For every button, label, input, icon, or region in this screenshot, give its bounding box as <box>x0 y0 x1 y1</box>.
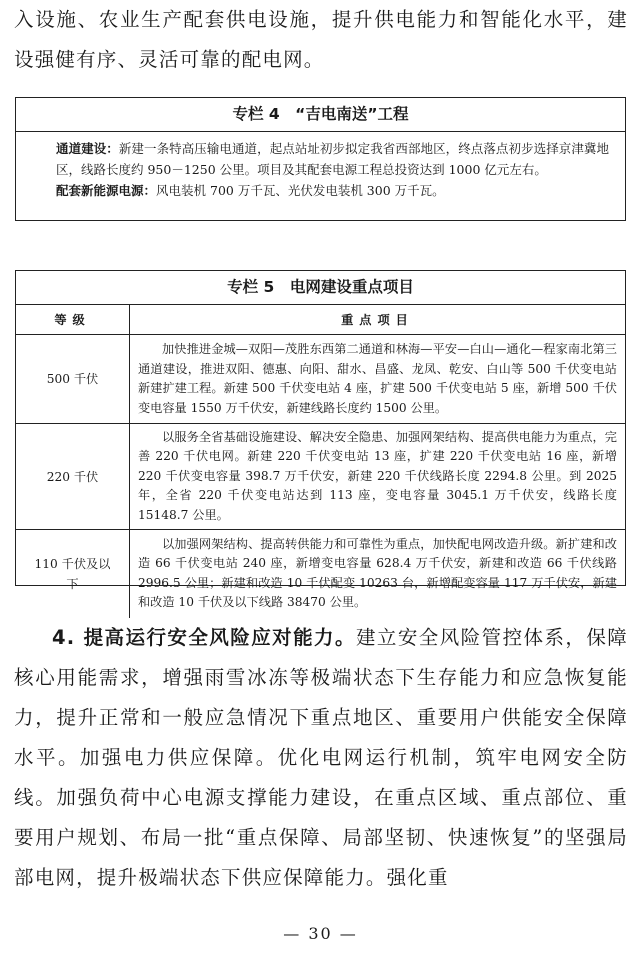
box-column-4 <box>15 97 626 221</box>
box-column-5 <box>15 270 626 610</box>
box4-channel <box>32 138 609 180</box>
table-row <box>16 530 625 618</box>
row-level: 500 千伏 <box>16 335 130 424</box>
channel-label: 通道建设： <box>56 141 119 156</box>
table-row <box>16 424 625 530</box>
box4-energy <box>32 180 609 201</box>
projects-table <box>16 304 625 618</box>
section-4-heading: 4. 提高运行安全风险应对能力。 <box>52 626 356 649</box>
header-project: 重点项目 <box>130 305 626 335</box>
box4-title: 专栏 4 “吉电南送”工程 <box>16 98 625 132</box>
row-level: 110 千伏及以下 <box>16 530 130 618</box>
section-4-paragraph <box>14 618 628 898</box>
box4-body <box>16 132 625 201</box>
intro-paragraph: 入设施、农业生产配套供电设施，提升供电能力和智能化水平，建设强健有序、灵活可靠的配电网。 <box>14 8 628 71</box>
page-number: — 30 — <box>283 924 358 943</box>
table-header-row <box>16 305 625 335</box>
box5-title: 专栏 5 电网建设重点项目 <box>227 278 414 296</box>
channel-text: 新建一条特高压输电通道，起点站址初步拟定我省西部地区，终点落点初步选择京津冀地区，线路长度约 950－1250 公里。项目及其配套电源工程总投资达到 1000 亿元左右。 <box>56 141 609 177</box>
energy-text: 风电装机 700 万千瓦、光伏发电装机 300 万千瓦。 <box>156 183 445 198</box>
header-level: 等级 <box>16 305 130 335</box>
energy-label: 配套新能源电源： <box>56 183 157 198</box>
row-text: 加快推进金城—双阳—茂胜东西第二通道和林海—平安—白山—通化—程家南北第三通道建设，推进双阳、德惠、向阳、甜水、昌盛、龙凤、乾安、白山等 500 千伏变电站新建扩建工程。新建 500 千伏变电站 4 座，扩建 500 千伏变电站 5 座，新增 500 千伏变电容量 1550 万千伏安，新建线路长度约 1500 公里。 <box>130 335 626 424</box>
row-text: 以加强网架结构、提高转供能力和可靠性为重点，加快配电网改造升级。新扩建和改造 66 千伏变电站 240 座，新增变电容量 628.4 万千伏安，新建和改造 66 千伏线路 2996.5 公里；新建和改造 10 千伏配变 10263 台，新增配变容量 117 万千伏安，新建和改造 10 千伏及以下线路 38470 公里。 <box>130 530 626 618</box>
section-4-body: 建立安全风险管控体系，保障核心用能需求，增强雨雪冰冻等极端状态下生存能力和应急恢复能力，提升正常和一般应急情况下重点地区、重要用户供能安全保障水平。加强电力供应保障。优化电网运行机制，筑牢电网安全防线。加强负荷中心电源支撑能力建设，在重点区域、重点部位、重要用户规划、布局一批“重点保障、局部坚韧、快速恢复”的坚强局部电网，提升极端状态下供应保障能力。强化重 <box>14 626 629 889</box>
row-level: 220 千伏 <box>16 424 130 530</box>
row-text: 以服务全省基础设施建设、解决安全隐患、加强网架结构、提高供电能力为重点，完善 220 千伏电网。新建 220 千伏变电站 13 座，扩建 220 千伏变电站 16 座，新增 220 千伏变电容量 398.7 万千伏安，新建 220 千伏线路长度 2294.8 公里。到 2025 年，全省 220 千伏变电站达到 113 座，变电容量 3045.1 万千伏安，线路长度 15148.7 公里。 <box>130 424 626 530</box>
table-row <box>16 335 625 424</box>
